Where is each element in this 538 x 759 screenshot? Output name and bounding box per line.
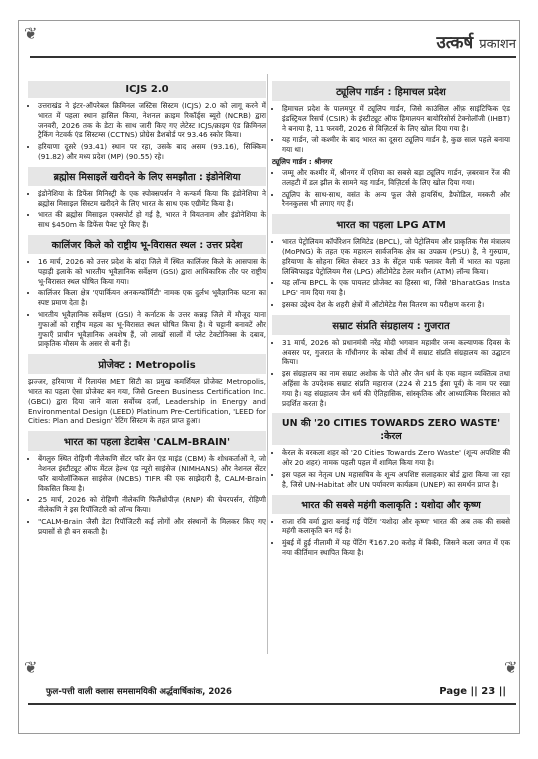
list-item: • इस संग्रहालय का नाम सम्राट अशोक के पोते और जैन धर्म के एक महान व्यक्तित्व तथा अहिंसा के उपदेशक सम्राट संप्रति महाराज (224 से 215 ईसा पूर्व) के नाम पर रखा गया है। यह संग्रहालय जैन धर्म की ऐतिहासिक, सांस्कृतिक और आध्यात्मिक विरासत को प्रदर्शित करता है। [282, 369, 510, 408]
section-title-calm-brain: भारत का पहला डेटाबेस 'CALM-BRAIN' [28, 431, 266, 451]
section-title-painting: भारत की सबसे महंगी कलाकृति : यशोदा और कृष्ण [272, 495, 510, 514]
icjs-list [28, 101, 266, 162]
section-title-metropolis: प्रोजेक्ट : Metropolis [28, 354, 266, 374]
list-item: • इसका उद्देश्य देश के शहरी क्षेत्रों में ऑटोमेटेड गैस वितरण का परीक्षण करना है। [282, 300, 510, 310]
list-item: • ट्यूलिप के साथ-साथ, वसंत के अन्य फूल जैसे हायसिंथ, डैफोडिल, मस्करी और रैननकुलस भी लगाए गए हैं। [282, 190, 510, 210]
section-title-museum: सम्राट संप्रति संग्रहालय : गुजरात [272, 315, 510, 335]
un-list [272, 448, 510, 489]
subheading-srinagar: ट्यूलिप गार्डन : श्रीनगर [272, 156, 333, 166]
header-rule [30, 56, 516, 58]
section-title-lpg-atm: भारत का पहला LPG ATM [272, 214, 510, 234]
left-column [28, 76, 266, 539]
list-item: • 16 मार्च, 2026 को उत्तर प्रदेश के बांदा जिले में स्थित कालिंजर किले के आसपास के पहाड़ी इलाके को भारतीय भूवैज्ञानिक सर्वेक्षण (GSI) द्वारा आधिकारिक तौर पर राष्ट्रीय भू-विरासत स्थल घोषित किया गया। [38, 257, 266, 286]
kalinjar-list [28, 257, 266, 349]
list-item: • भारत पेट्रोलियम कॉर्पोरेशन लिमिटेड (BPCL), जो पेट्रोलियम और प्राकृतिक गैस मंत्रालय (MoPNG) के तहत एक महारत्न सार्वजनिक क्षेत्र का उपक्रम (PSU) है, ने गुरुग्राम, हरियाणा के सोहना स्थित सेक्टर 33 के सेंट्रल पार्क फ्लावर वैली में भारत का पहला लिक्विफाइड पेट्रोलियम गैस (LPG) ऑटोमेटेड टेलर मशीन (ATM) लॉन्च किया। [282, 237, 510, 276]
right-column [272, 76, 510, 560]
lpg-list [272, 237, 510, 310]
brahmos-list [28, 189, 266, 230]
museum-list [272, 338, 510, 409]
section-title-un-zero-waste: UN की '20 CITIES TOWARDS ZERO WASTE' :केरल [272, 413, 510, 445]
list-item: • मुंबई में हुई नीलामी में यह पेंटिंग ₹167.20 करोड़ में बिकी, जिसने कला जगत में एक नया कीर्तिमान स्थापित किया है। [282, 538, 510, 558]
page-number: Page || 23 || [439, 686, 506, 697]
list-item: • 31 मार्च, 2026 को प्रधानमंत्री नरेंद्र मोदी भगवान महावीर जन्म कल्याणक दिवस के अवसर पर, गुजरात के गाँधीनगर के कोबा तीर्थ में सम्राट संप्रति संग्रहालय का उद्घाटन किया। [282, 338, 510, 367]
brand-sub: प्रकाशन [479, 37, 516, 52]
column-divider [267, 74, 268, 654]
footer-rule [28, 703, 516, 705]
list-item: • हरियाणा दूसरे (93.41) स्थान पर रहा, उसके बाद असम (93.16), सिक्किम (91.82) और मध्य प्रदेश (MP) (90.55) रहे। [38, 142, 266, 162]
flower-ornament-icon: ❦ [504, 658, 518, 677]
section-title-brahmos: ब्रह्मोस मिसाइलें खरीदने के लिए समझौता : इंडोनेशिया [28, 167, 266, 186]
list-item: • यह गार्डन, जो कश्मीर के बाद भारत का दूसरा ट्यूलिप गार्डन है, कुछ साल पहले बनाया गया था। [282, 135, 510, 155]
list-item: • कालिंजर किला क्षेत्र 'एपार्कियन अनकन्फॉर्मिटी' नामक एक दुर्लभ भूवैज्ञानिक घटना का स्पष्ट प्रमाण देता है। [38, 288, 266, 308]
list-item: • यह लॉन्च BPCL के एक पायलट प्रोजेक्ट का हिस्सा था, जिसे 'BharatGas Insta LPG' नाम दिया गया है। [282, 278, 510, 298]
section-title-tulip: ट्यूलिप गार्डन : हिमाचल प्रदेश [272, 81, 510, 101]
list-item: • हिमाचल प्रदेश के पालमपुर में ट्यूलिप गार्डन, जिसे काउंसिल ऑफ़ साइंटिफिक एंड इंडस्ट्रियल रिसर्च (CSIR) के इंस्टीट्यूट ऑफ हिमालयन बायोरिसोर्स टेक्नोलॉजी (IHBT) ने बनाया है, 11 फरवरी, 2026 से विज़िटर्स के लिए खोल दिया गया है। [282, 104, 510, 133]
flower-ornament-icon: ❦ [24, 658, 38, 677]
list-item: • राजा रवि वर्मा द्वारा बनाई गई पेंटिंग 'यशोदा और कृष्ण' भारत की अब तक की सबसे महंगी कलाकृति बन गई है। [282, 517, 510, 537]
section-title-kalinjar: कालिंजर किले को राष्ट्रीय भू-विरासत स्थल : उत्तर प्रदेश [28, 235, 266, 254]
page-footer [28, 682, 516, 702]
flower-ornament-icon: ❦ [24, 24, 38, 43]
list-item: • केरल के वरकला शहर को '20 Cities Towards Zero Waste' (शून्य अपशिष्ट की ओर 20 शहर) नामक पहली पहल में शामिल किया गया है। [282, 448, 510, 468]
list-item: • इंडोनेशिया के डिफेंस मिनिस्ट्री के एक स्पोक्सपर्सन ने कन्फर्म किया कि इंडोनेशिया ने ब्रह्मोस मिसाइल सिस्टम खरीदने के लिए भारत के साथ एक एग्रीमेंट किया है। [38, 189, 266, 209]
list-item: • 25 मार्च, 2026 को रोहिणी नीलेकणि फिलैंथ्रोपीज़ (RNP) की चेयरपर्सन, रोहिणी नीलेकणि ने इस रिपॉजिटरी को लॉन्च किया। [38, 495, 266, 515]
painting-list [272, 517, 510, 558]
list-item: • भारतीय भूवैज्ञानिक सर्वेक्षण (GSI) ने कर्नाटक के उत्तर कन्नड़ जिले में मौजूद याना गुफाओं को राष्ट्रीय महत्व का भू-विरासत स्थल घोषित किया है। ये चट्टानी बनावटें और गुफाएँ प्राचीन भूवैज्ञानिक अवशेष हैं, जो लाखों सालों में प्लेट टेक्टोनिक्स के दबाव, प्राकृतिक मौसम के असर से बनी हैं। [38, 310, 266, 349]
list-item: • उत्तराखंड ने इंटर-ऑपरेबल क्रिमिनल जस्टिस सिस्टम (ICJS) 2.0 को लागू करने में भारत में पहला स्थान हासिल किया, नेशनल क्राइम रिकॉर्ड्स ब्यूरो (NCRB) द्वारा जनवरी, 2026 तक के डेटा के साथ जारी किए गए लेटेस्ट ICJS/क्राइम एंड क्रिमिनल ट्रैकिंग नेटवर्क एंड सिस्टम्स (CCTNS) प्रोग्रेस डैशबोर्ड पर 93.46 स्कोर किया। [38, 101, 266, 140]
list-item: • भारत की ब्रह्मोस मिसाइल एक्सपोर्ट हो गई है, भारत ने वियतनाम और इंडोनेशिया के साथ $450m के डिफेंस पैक्ट पूरे किए हैं। [38, 210, 266, 230]
publisher-brand [436, 30, 516, 53]
list-item: • इस पहल का नेतृत्व UN महासचिव के शून्य अपशिष्ट सलाहकार बोर्ड द्वारा किया जा रहा है, जिसे UN-Habitat और UN पर्यावरण कार्यक्रम (UNEP) का समर्थन प्राप्त है। [282, 470, 510, 490]
section-title-icjs: ICJS 2.0 [28, 81, 266, 98]
tulip-list [272, 104, 510, 155]
footer-title: फुल-पत्ती वाली क्लास समसामयिकी अर्द्धवार्षिकांक, 2026 [46, 687, 232, 697]
list-item: • बेंगलुरु स्थित रोहिणी नीलेकणि सेंटर फॉर ब्रेन एंड माइंड (CBM) के शोधकर्ताओं ने, जो नेशनल इंस्टीट्यूट ऑफ मेंटल हेल्थ एंड न्यूरो साइंसेज (NIMHANS) और नेशनल सेंटर फॉर बायोलॉजिकल साइंसेज (NCBS) TIFR की एक साझेदारी है, CALM-Brain विकसित किया है। [38, 454, 266, 493]
list-item: • "CALM-Brain जैसी डेटा रिपॉजिटरी कई लोगों और संस्थानों के मिलकर किए गए प्रयासों से ही बन सकती है। [38, 517, 266, 537]
brand-main: उत्कर्ष [436, 33, 474, 53]
list-item: • जम्मू और कश्मीर में, श्रीनगर में एशिया का सबसे बड़ा ट्यूलिप गार्डन, ज़बरवान रेंज की तलहटी में डल झील के सामने यह गार्डन, विज़िटर्स के लिए खोल दिया गया। [282, 168, 510, 188]
calm-brain-list [28, 454, 266, 536]
srinagar-list [272, 168, 510, 209]
metropolis-text: झज्जर, हरियाणा में रिलायंस MET सिटी का प्रमुख कमर्शियल प्रोजेक्ट Metropolis, भारत का पहला ऐसा प्रोजेक्ट बन गया, जिसे Green Business Certification Inc. (GBCI) द्वारा दिया जाने वाला सर्वोच्च दर्जा, Leadership in Energy and Environmental Design (LEED) Platinum Pre-Certification, 'LEED for Cities: Plan and Design' रेटिंग सिस्टम के तहत प्राप्त हुआ। [28, 377, 266, 426]
